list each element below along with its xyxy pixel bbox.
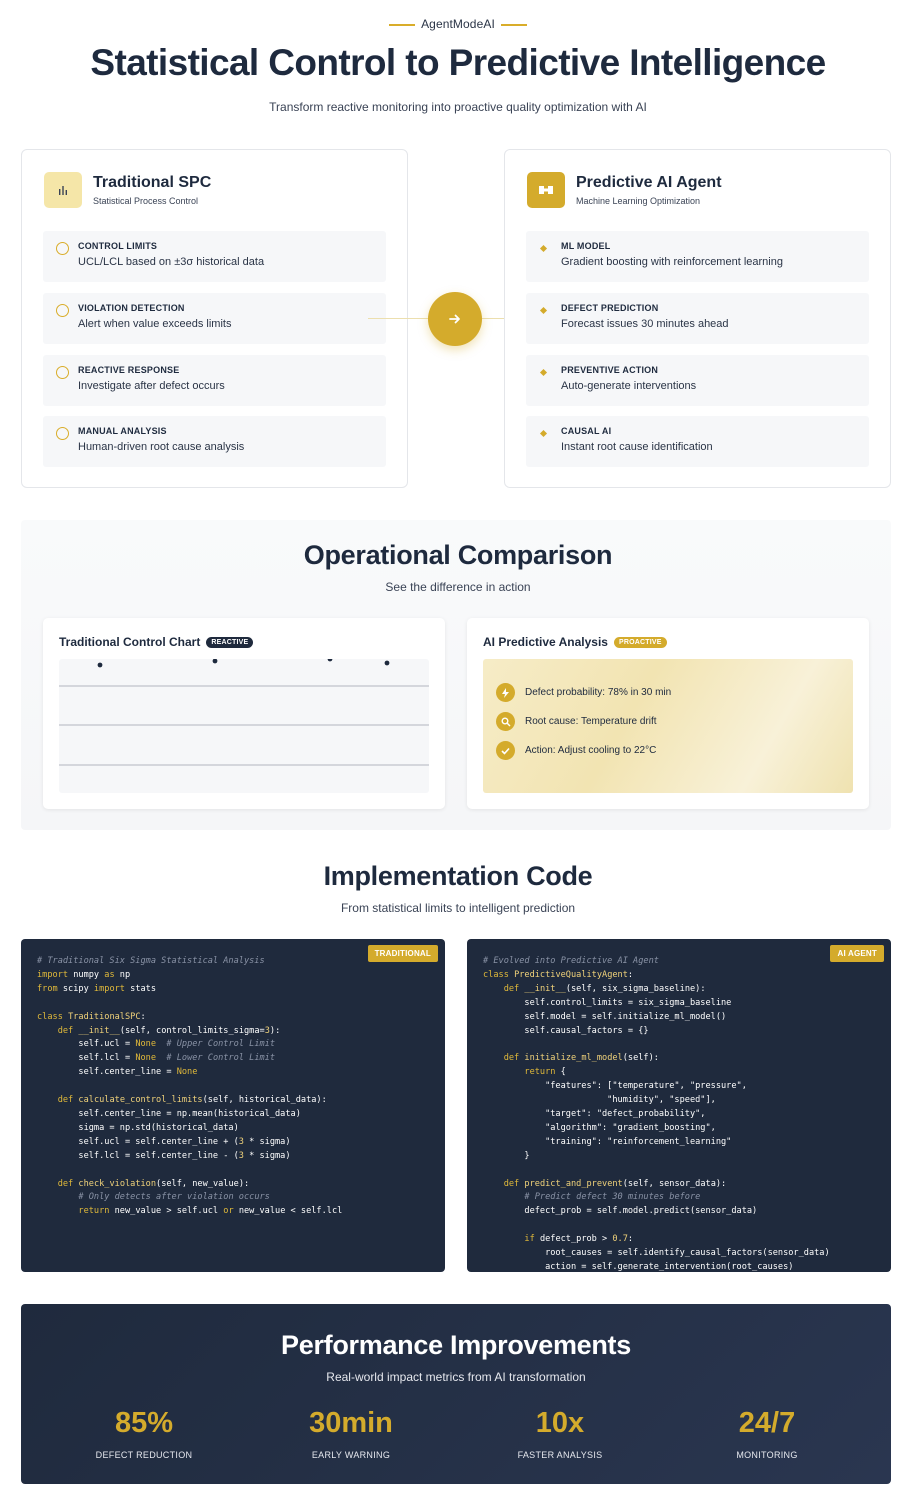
ai-agent-code-badge: AI AGENT xyxy=(830,945,884,962)
metric-defect-reduction xyxy=(44,1407,244,1460)
traditional-chart-panel xyxy=(43,618,445,809)
data-point xyxy=(98,663,103,668)
item-label: PREVENTIVE ACTION xyxy=(561,365,659,375)
traditional-code-badge: TRADITIONAL xyxy=(368,945,438,962)
traditional-chart-title-row xyxy=(59,635,253,649)
circle-icon xyxy=(56,366,69,379)
metric-monitoring xyxy=(667,1407,867,1460)
ai-card-title: Predictive AI Agent xyxy=(576,174,722,191)
metric-early-warning xyxy=(251,1407,451,1460)
item-label: ML MODEL xyxy=(561,241,611,251)
metric-label: EARLY WARNING xyxy=(311,1450,391,1460)
implementation-subtitle: From statistical limits to intelligent prediction xyxy=(340,901,576,915)
metric-label: FASTER ANALYSIS xyxy=(517,1450,603,1460)
brand-line xyxy=(0,17,916,31)
implementation-title: Implementation Code xyxy=(323,861,593,891)
item-description: Forecast issues 30 minutes ahead xyxy=(561,318,729,330)
item-label: DEFECT PREDICTION xyxy=(561,303,659,313)
metric-value: 30min xyxy=(309,1407,393,1439)
arrow-right-icon xyxy=(447,311,463,327)
search-icon xyxy=(496,712,515,731)
item-description: Gradient boosting with reinforcement learning xyxy=(561,256,783,268)
traditional-chart-title: Traditional Control Chart xyxy=(59,635,201,649)
control-chart-area xyxy=(59,659,429,793)
item-description: Instant root cause identification xyxy=(561,441,713,453)
traditional-card-title: Traditional SPC xyxy=(93,174,212,191)
connector-line-left xyxy=(368,318,428,319)
metric-label: DEFECT REDUCTION xyxy=(95,1450,193,1460)
circle-icon xyxy=(56,304,69,317)
traditional-card-header xyxy=(44,172,211,208)
ai-row-root-cause xyxy=(496,712,657,731)
circle-icon xyxy=(56,427,69,440)
item-description: UCL/LCL based on ±3σ historical data xyxy=(78,256,265,268)
performance-title: Performance Improvements xyxy=(281,1330,631,1360)
item-label: MANUAL ANALYSIS xyxy=(78,426,167,436)
item-label: REACTIVE RESPONSE xyxy=(78,365,180,375)
ai-card-header xyxy=(527,172,722,208)
diamond-icon xyxy=(540,369,547,376)
lightning-icon xyxy=(496,683,515,702)
item-label: VIOLATION DETECTION xyxy=(78,303,185,313)
predictive-ai-card xyxy=(504,149,891,488)
ai-agent-code: # Evolved into Predictive AI Agent class PredictiveQualityAgent: def __init__(self, six_sigma_baseline): self.control_limits = six_sigma_baseline self.model = self.initialize_ml_model() self.causal_factors = {} def initialize_ml_model(self): return { "features": ["temperature", "pressure", "humidity", "speed"], "target": "defect_probability", "algorithm": "gradient_boosting", "training": "reinforcement_learning" } def predict_and_prevent(self, sensor_data): # Predict defect 30 minutes before defect_prob = self.model.predict(sensor_data) if defect_prob > 0.7: root_causes = self.identify_causal_factors(sensor_data) action = self.generate_intervention(root_causes) xyxy=(483,956,830,1272)
ai-analysis-title: AI Predictive Analysis xyxy=(483,635,608,649)
traditional-code-block xyxy=(21,939,445,1272)
operational-subtitle: See the difference in action xyxy=(385,580,531,594)
item-description: Investigate after defect occurs xyxy=(78,380,225,392)
page-subtitle: Transform reactive monitoring into proactive quality optimization with AI xyxy=(269,100,647,114)
ai-row-text: Action: Adjust cooling to 22°C xyxy=(525,745,657,756)
ai-row-action xyxy=(496,741,656,760)
ai-row-text: Defect probability: 78% in 30 min xyxy=(525,687,672,698)
ai-item-ml-model xyxy=(526,231,869,282)
ai-analysis-title-row xyxy=(483,635,667,649)
brand-divider-left xyxy=(389,24,415,26)
control-chart-svg xyxy=(59,659,429,793)
diamond-icon xyxy=(540,307,547,314)
check-icon xyxy=(496,741,515,760)
traditional-card-subtitle: Statistical Process Control xyxy=(93,196,199,206)
ai-item-causal-ai xyxy=(526,416,869,467)
proactive-badge: PROACTIVE xyxy=(614,637,667,648)
page-title: Statistical Control to Predictive Intelligence xyxy=(90,42,826,83)
item-description: Auto-generate interventions xyxy=(561,380,697,392)
ai-analysis-area xyxy=(483,659,853,793)
item-label: CAUSAL AI xyxy=(561,426,612,436)
ai-card-subtitle: Machine Learning Optimization xyxy=(576,196,701,206)
item-description: Alert when value exceeds limits xyxy=(78,318,232,330)
diamond-icon xyxy=(540,430,547,437)
traditional-item-violation-detection xyxy=(43,293,386,344)
metric-faster-analysis xyxy=(460,1407,660,1460)
performance-section xyxy=(21,1304,891,1484)
ai-agent-code-block xyxy=(467,939,891,1272)
metric-value: 10x xyxy=(535,1407,585,1439)
operational-title: Operational Comparison xyxy=(303,540,613,570)
bar-chart-icon xyxy=(44,172,82,208)
metric-value: 24/7 xyxy=(738,1407,796,1439)
connector-line-right xyxy=(482,318,506,319)
item-label: CONTROL LIMITS xyxy=(78,241,158,251)
circle-icon xyxy=(56,242,69,255)
brand-divider-right xyxy=(501,24,527,26)
traditional-item-reactive-response xyxy=(43,355,386,406)
transform-arrow-button[interactable] xyxy=(428,292,482,346)
ai-row-defect-probability xyxy=(496,683,671,702)
metric-label: MONITORING xyxy=(736,1450,798,1460)
brand-name: AgentModeAI xyxy=(421,17,495,31)
data-point xyxy=(328,659,333,661)
data-point xyxy=(213,659,218,663)
metric-value: 85% xyxy=(114,1407,174,1439)
ai-item-preventive-action xyxy=(526,355,869,406)
item-description: Human-driven root cause analysis xyxy=(78,441,245,453)
traditional-spc-card xyxy=(21,149,408,488)
ai-analysis-panel xyxy=(467,618,869,809)
reactive-badge: REACTIVE xyxy=(206,637,253,648)
traditional-item-manual-analysis xyxy=(43,416,386,467)
data-point xyxy=(385,661,390,666)
performance-subtitle: Real-world impact metrics from AI transformation xyxy=(326,1370,586,1384)
ai-row-text: Root cause: Temperature drift xyxy=(525,716,657,727)
traditional-code: # Traditional Six Sigma Statistical Analysis import numpy as np from scipy import stats class TraditionalSPC: def __init__(self, control_limits_sigma=3): self.ucl = None # Upper Control Limit self.lcl = None # Lower Control Limit self.center_line = None def calculate_control_limits(self, historical_data): self.center_line = np.mean(historical_data) sigma = np.std(historical_data) self.ucl = self.center_line + (3 * sigma) self.lcl = self.center_line - (3 * sigma) def check_violation(self, new_value): # Only detects after violation occurs return new_value > self.ucl or new_value < self.lcl xyxy=(37,956,343,1217)
diamond-icon xyxy=(540,245,547,252)
traditional-item-control-limits xyxy=(43,231,386,282)
ai-chip-icon xyxy=(527,172,565,208)
ai-item-defect-prediction xyxy=(526,293,869,344)
